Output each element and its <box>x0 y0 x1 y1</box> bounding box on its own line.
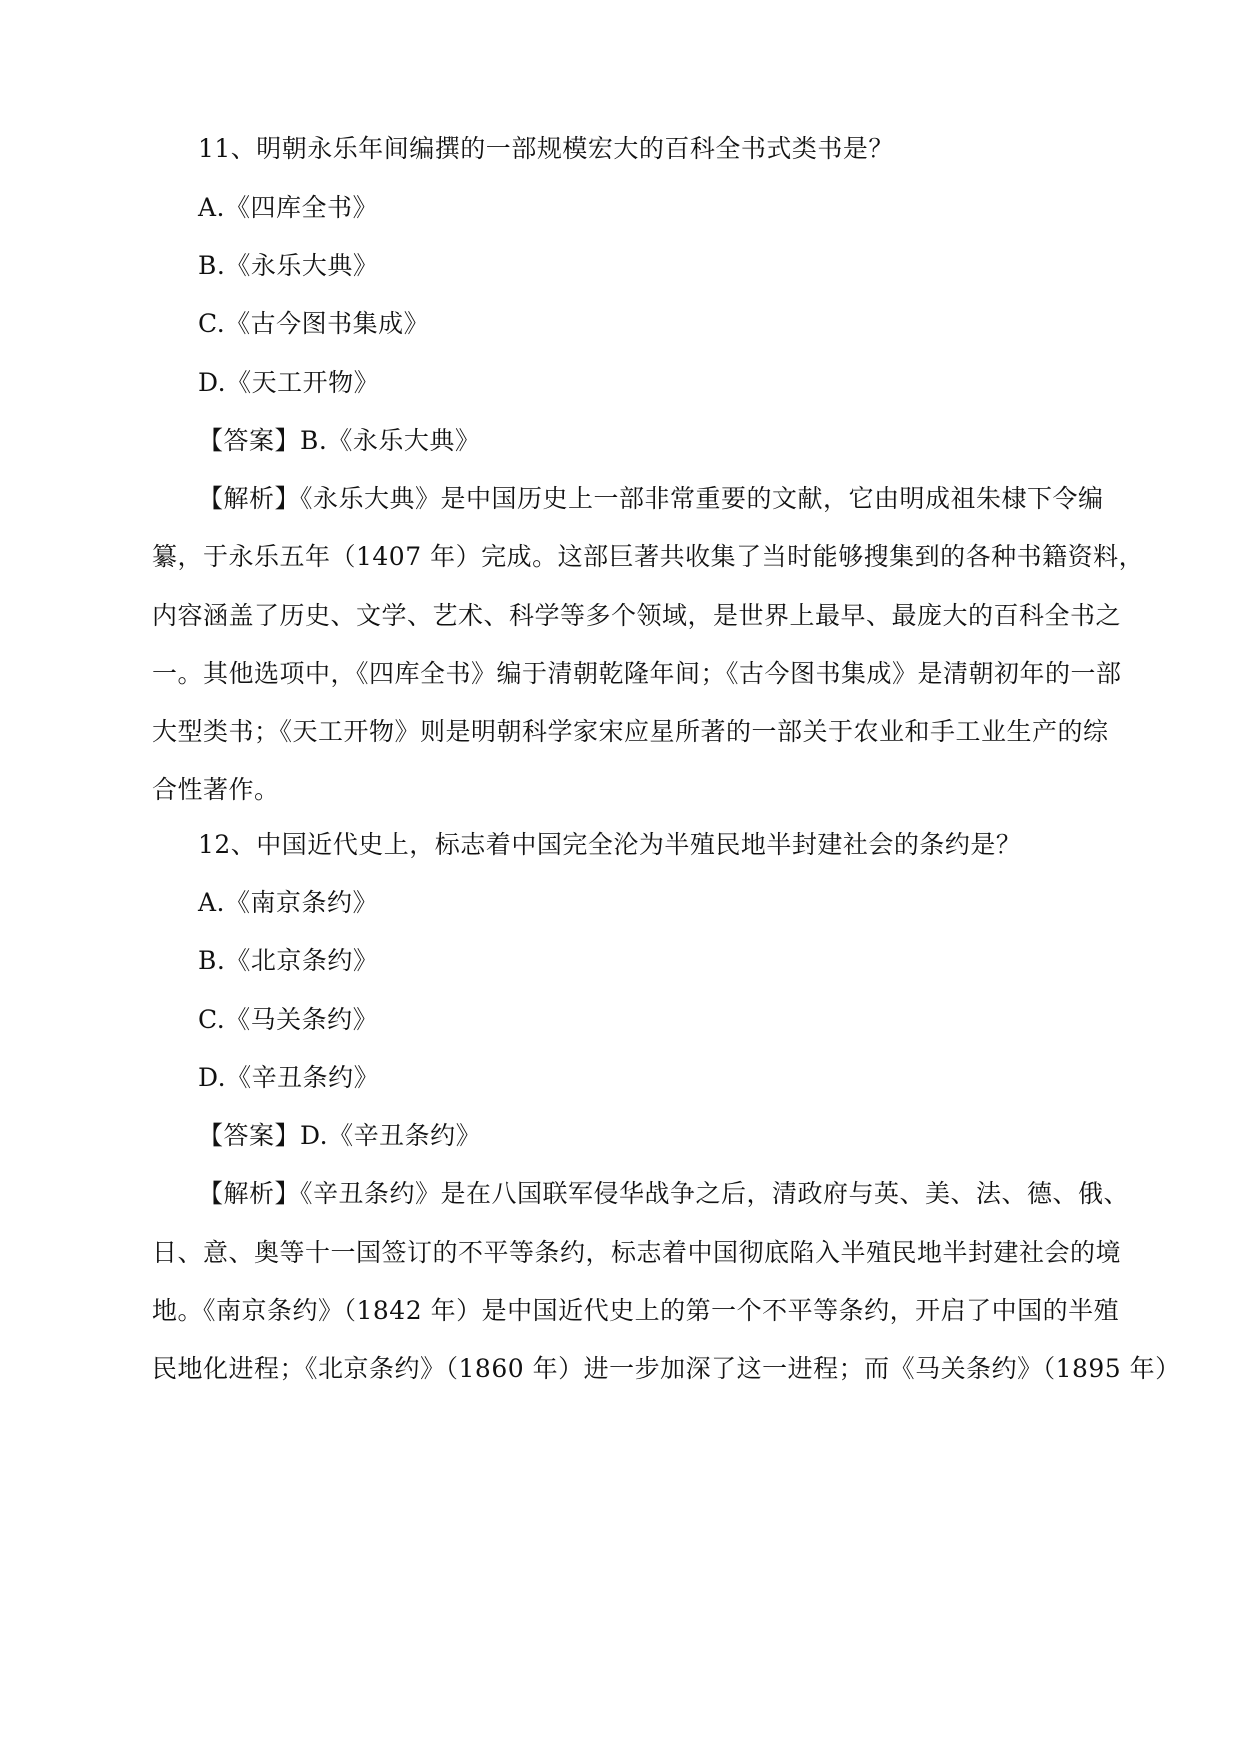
question-12-option-b: B.《北京条约》 <box>198 946 379 975</box>
question-11-option-b: B.《永乐大典》 <box>198 251 379 280</box>
question-11-answer: 【答案】B.《永乐大典》 <box>198 426 481 455</box>
question-11-analysis-line: 合性著作。 <box>152 775 280 804</box>
question-12-analysis-line: 民地化进程；《北京条约》（1860 年）进一步加深了这一进程；而《马关条约》（1895 年） <box>152 1354 1181 1383</box>
question-11-analysis-line: 大型类书；《天工开物》则是明朝科学家宋应星所著的一部关于农业和手工业生产的综 <box>152 717 1109 746</box>
question-12-analysis-line: 【解析】《辛丑条约》是在八国联军侵华战争之后，清政府与英、美、法、德、俄、 <box>198 1179 1130 1208</box>
question-11-analysis-line: 【解析】《永乐大典》是中国历史上一部非常重要的文献，它由明成祖朱棣下令编 <box>198 484 1104 513</box>
question-11-stem: 11、明朝永乐年间编撰的一部规模宏大的百科全书式类书是？ <box>198 134 894 163</box>
question-11-analysis-line: 纂，于永乐五年（1407 年）完成。这部巨著共收集了当时能够搜集到的各种书籍资料， <box>152 542 1145 571</box>
question-12-answer: 【答案】D.《辛丑条约》 <box>198 1121 482 1150</box>
question-11-option-d: D.《天工开物》 <box>198 368 380 397</box>
question-12-option-c: C.《马关条约》 <box>198 1005 379 1034</box>
question-12-stem: 12、中国近代史上，标志着中国完全沦为半殖民地半封建社会的条约是？ <box>198 830 1022 859</box>
question-12-analysis-line: 地。《南京条约》（1842 年）是中国近代史上的第一个不平等条约，开启了中国的半殖 <box>152 1296 1120 1325</box>
question-11-analysis-line: 内容涵盖了历史、文学、艺术、科学等多个领域，是世界上最早、最庞大的百科全书之 <box>152 601 1122 630</box>
question-11-option-a: A.《四库全书》 <box>198 193 379 222</box>
question-11-option-c: C.《古今图书集成》 <box>198 309 430 338</box>
question-12-option-d: D.《辛丑条约》 <box>198 1063 380 1092</box>
question-11-analysis-line: 一。其他选项中，《四库全书》编于清朝乾隆年间；《古今图书集成》是清朝初年的一部 <box>152 659 1122 688</box>
question-12-analysis-line: 日、意、奥等十一国签订的不平等条约，标志着中国彻底陷入半殖民地半封建社会的境 <box>152 1238 1122 1267</box>
question-12-option-a: A.《南京条约》 <box>198 888 379 917</box>
